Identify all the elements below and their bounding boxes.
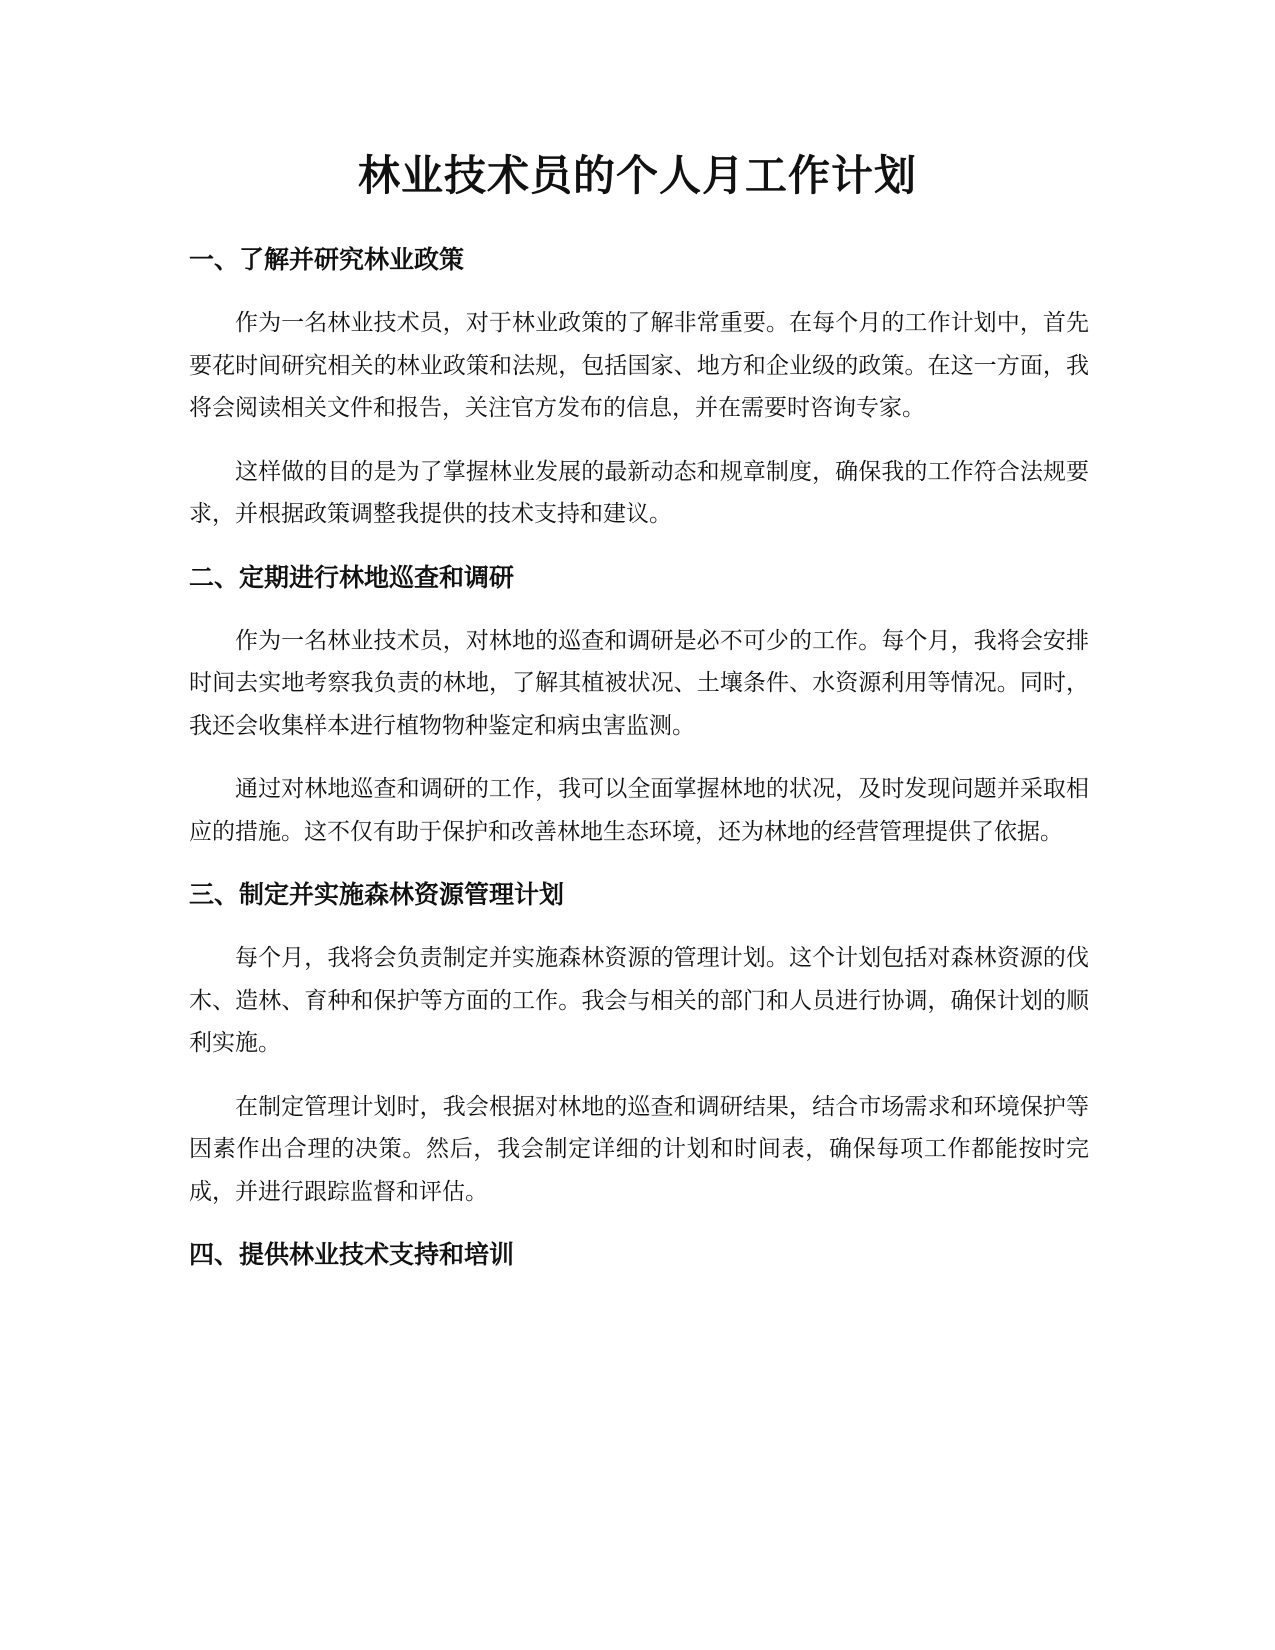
section-1-paragraph-1: 作为一名林业技术员，对于林业政策的了解非常重要。在每个月的工作计划中，首先要花时间研究相关的林业政策和法规，包括国家、地方和企业级的政策。在这一方面，我将会阅读相关文件和报告，关注官方发布的信息，并在需要时咨询专家。	[189, 310, 1089, 421]
section-2-paragraph-2: 通过对林地巡查和调研的工作，我可以全面掌握林地的状况，及时发现问题并采取相应的措施。这不仅有助于保护和改善林地生态环境，还为林地的经营管理提供了依据。	[189, 776, 1089, 845]
document-title: 林业技术员的个人月工作计划	[357, 151, 917, 200]
document-body	[189, 240, 1089, 1275]
section-heading-2: 二、定期进行林地巡查和调研	[189, 562, 515, 592]
section-heading-4: 四、提供林业技术支持和培训	[189, 1240, 515, 1269]
section-heading-1: 一、了解并研究林业政策	[189, 245, 465, 274]
section-3-paragraph-2: 在制定管理计划时，我会根据对林地的巡查和调研结果，结合市场需求和环境保护等因素作出合理的决策。然后，我会制定详细的计划和时间表，确保每项工作都能按时完成，并进行跟踪监督和评估。	[189, 1093, 1089, 1205]
section-2-paragraph-1: 作为一名林业技术员，对林地的巡查和调研是必不可少的工作。每个月，我将会安排时间去实地考察我负责的林地，了解其植被状况、土壤条件、水资源利用等情况。同时，我还会收集样本进行植物物种鉴定和病虫害监测。	[189, 627, 1089, 739]
section-1-paragraph-2: 这样做的目的是为了掌握林业发展的最新动态和规章制度，确保我的工作符合法规要求，并根据政策调整我提供的技术支持和建议。	[189, 458, 1089, 527]
section-heading-3: 三、制定并实施森林资源管理计划	[189, 880, 565, 909]
section-3-paragraph-1: 每个月，我将会负责制定并实施森林资源的管理计划。这个计划包括对森林资源的伐木、造林、育种和保护等方面的工作。我会与相关的部门和人员进行协调，确保计划的顺利实施。	[189, 945, 1089, 1056]
